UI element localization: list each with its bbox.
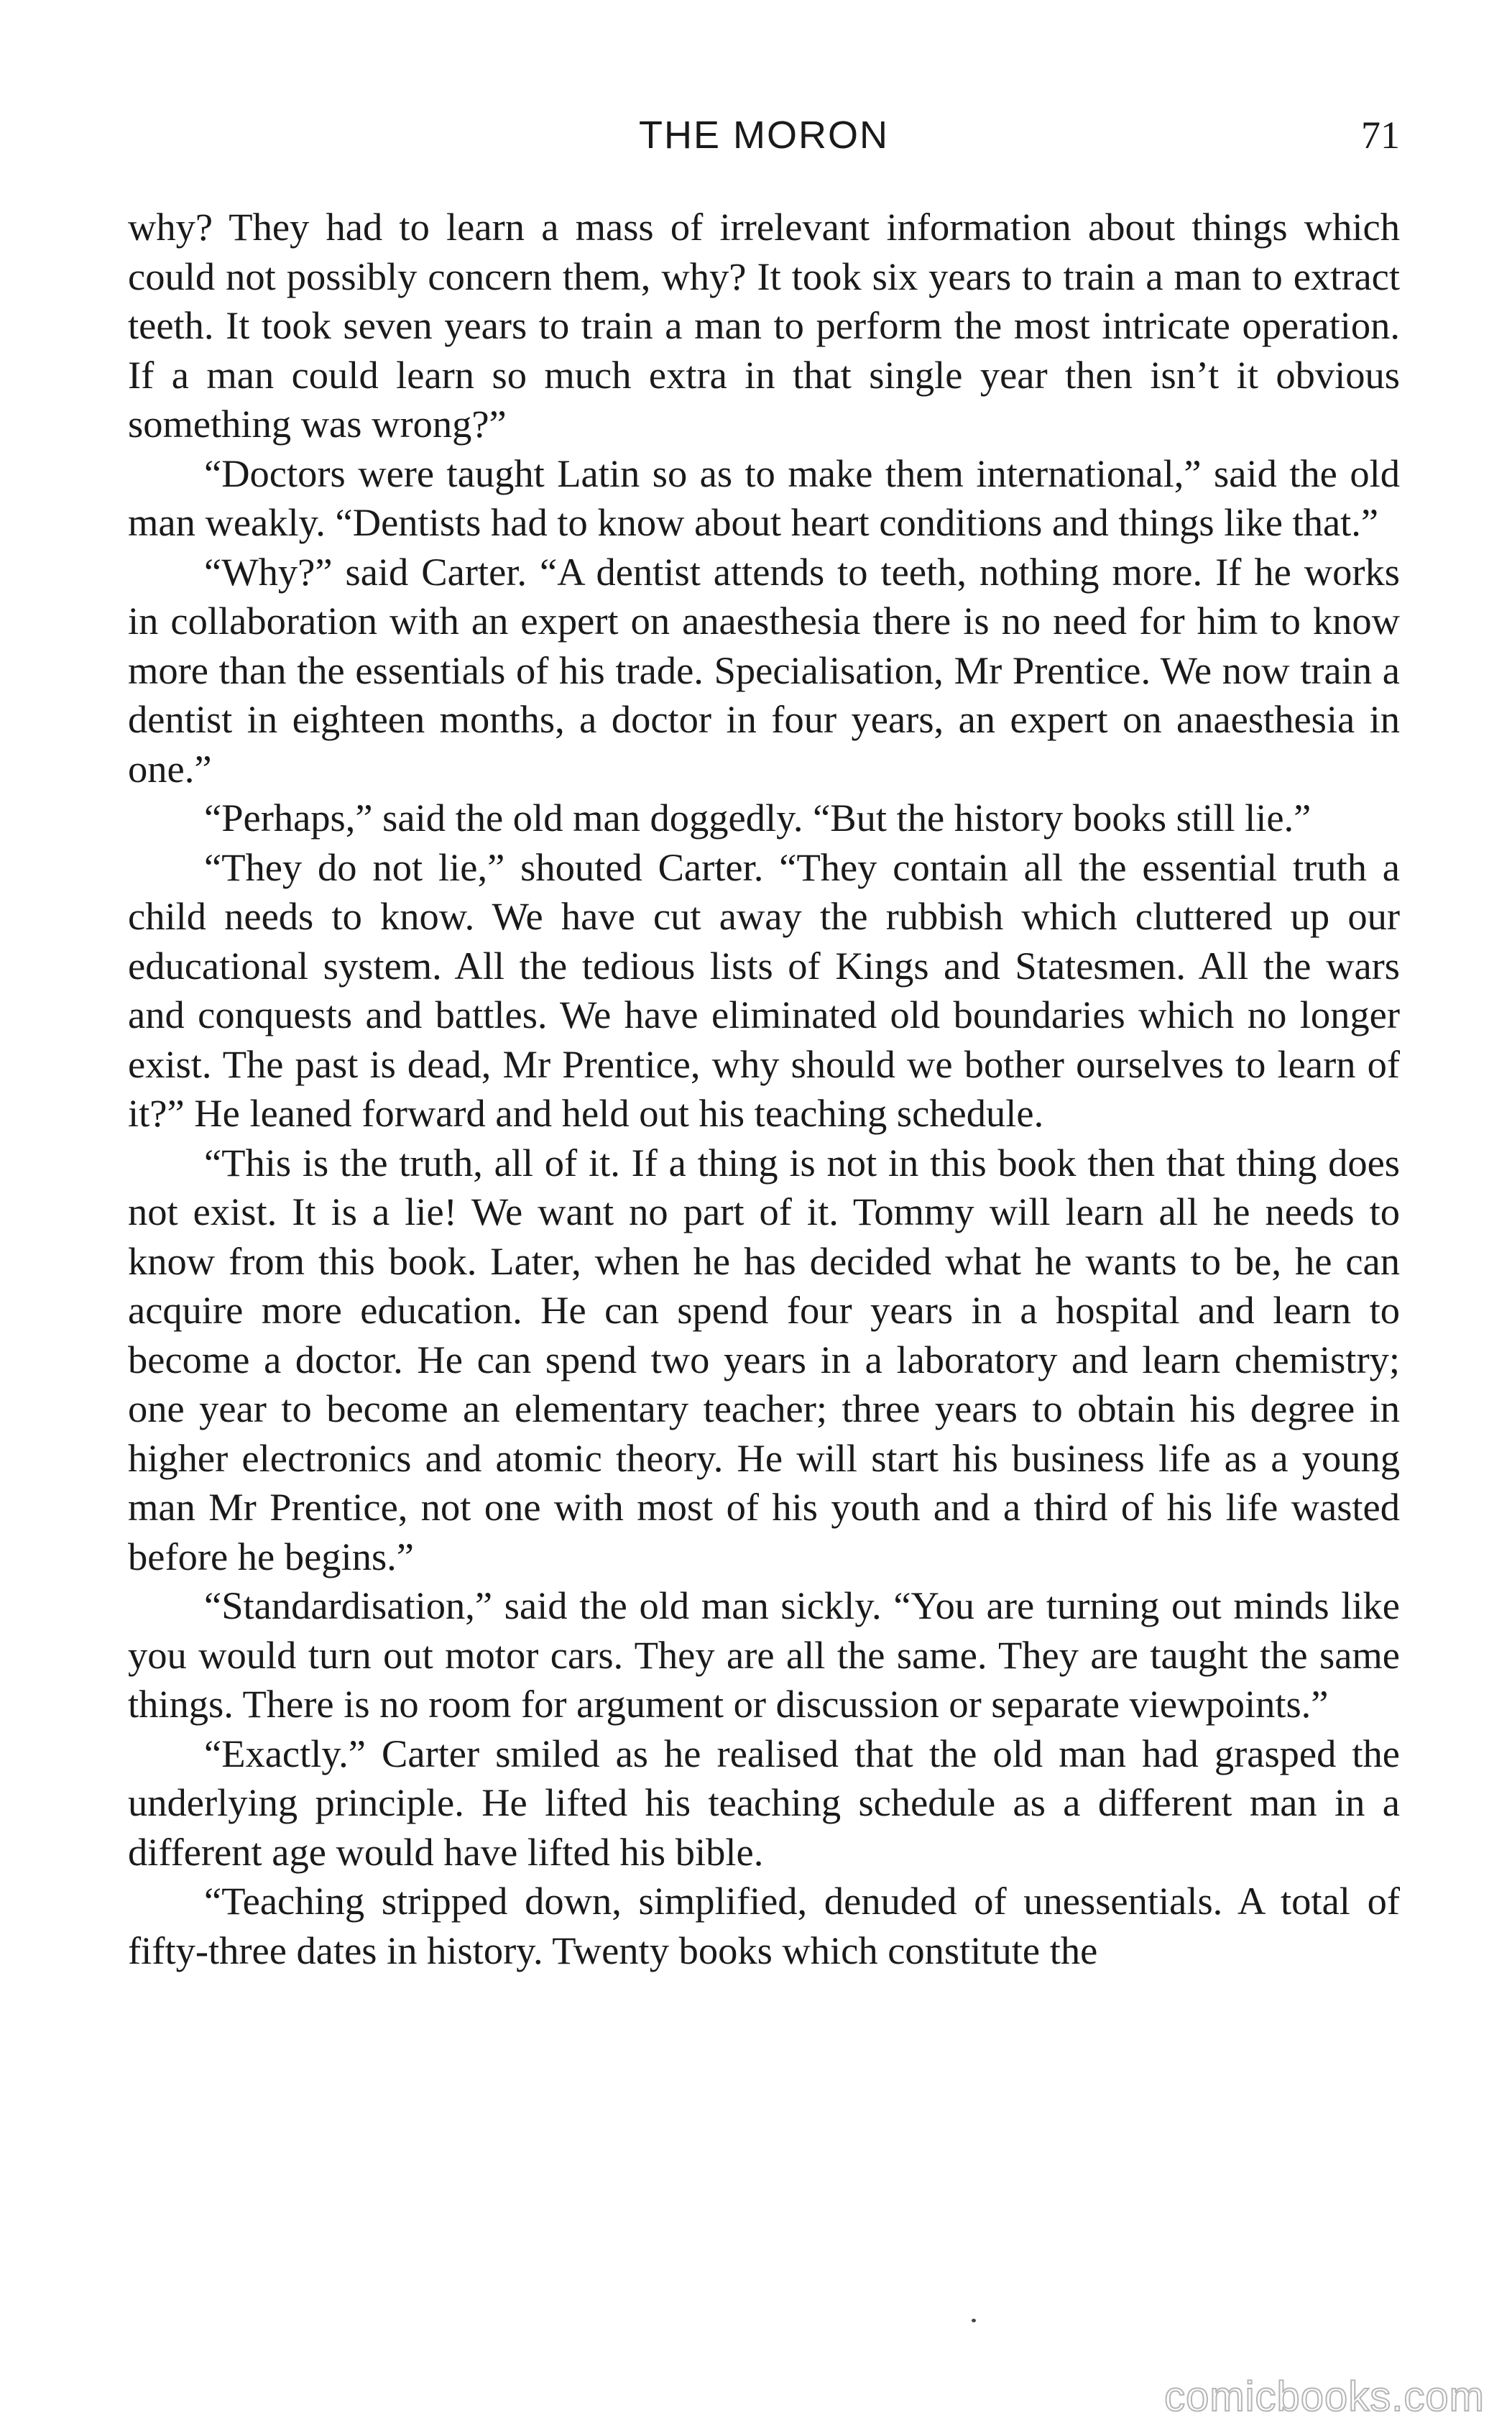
chapter-title: THE MORON [639,114,889,157]
paragraph-9: “Teaching stripped down, simplified, denuded of unessentials. A total of fifty-three dates in history. Twenty books which constitute the [128,1879,1400,1972]
running-header [128,106,1400,164]
paragraph-5: “They do not lie,” shouted Carter. “They contain all the essential truth a child needs to know. We have cut away the rubbish which cluttered up our educational system. All the tedious lists of Kings and Statesmen. All the wars and conquests and battles. We have eliminated old boundaries which no longer exist. The past is dead, Mr Prentice, why should we bother ourselves to learn of it?” He leaned forward and held out his teaching schedule. [128,845,1400,1135]
paragraph-3: “Why?” said Carter. “A dentist attends to teeth, nothing more. If he works in collaboration with an expert on anaesthesia there is no need for him to know more than the essentials of his trade. Specialisation, Mr Prentice. We now train a dentist in eighteen months, a doctor in four years, an expert on anaesthesia in one.” [128,549,1400,791]
paragraph-7: “Standardisation,” said the old man sickly. “You are turning out minds like you would turn out motor cars. They are all the same. They are taught the same things. There is no room for argument or discussion or separate viewpoints.” [128,1583,1400,1726]
site-watermark: comicbooks.com [1164,2373,1485,2420]
paragraph-6: “This is the truth, all of it. If a thing is not in this book then that thing does not exist. It is a lie! We want no part of it. Tommy will learn all he needs to know from this book. Later, when he has decided what he wants to be, he can acquire more education. He can spend four years in a hospital and learn to become a doctor. He can spend two years in a laboratory and learn chemistry; one year to become an elementary teacher; three years to obtain his degree in higher electronics and atomic theory. He will start his business life as a young man Mr Prentice, not one with most of his youth and a third of his life wasted before he begins.” [128,1140,1400,1578]
page-number: 71 [1361,114,1400,157]
paragraph-4: “Perhaps,” said the old man doggedly. “But the history books still lie.” [204,796,1312,840]
paragraph-2: “Doctors were taught Latin so as to make them international,” said the old man weakly. “Dentists had to know about heart conditions and things like that.” [128,451,1400,544]
paragraph-1: why? They had to learn a mass of irrelevant information about things which could not possibly concern them, why? It took six years to train a man to extract teeth. It took seven years to train a man to perform the most intricate operation. If a man could learn so much extra in that single year then isn’t it obvious something was wrong?” [128,205,1400,446]
body-text [128,203,1400,1975]
paragraph-8: “Exactly.” Carter smiled as he realised that the old man had grasped the underlying principle. He lifted his teaching schedule as a different man in a different age would have lifted his bible. [128,1731,1400,1874]
print-speck [972,2319,976,2322]
